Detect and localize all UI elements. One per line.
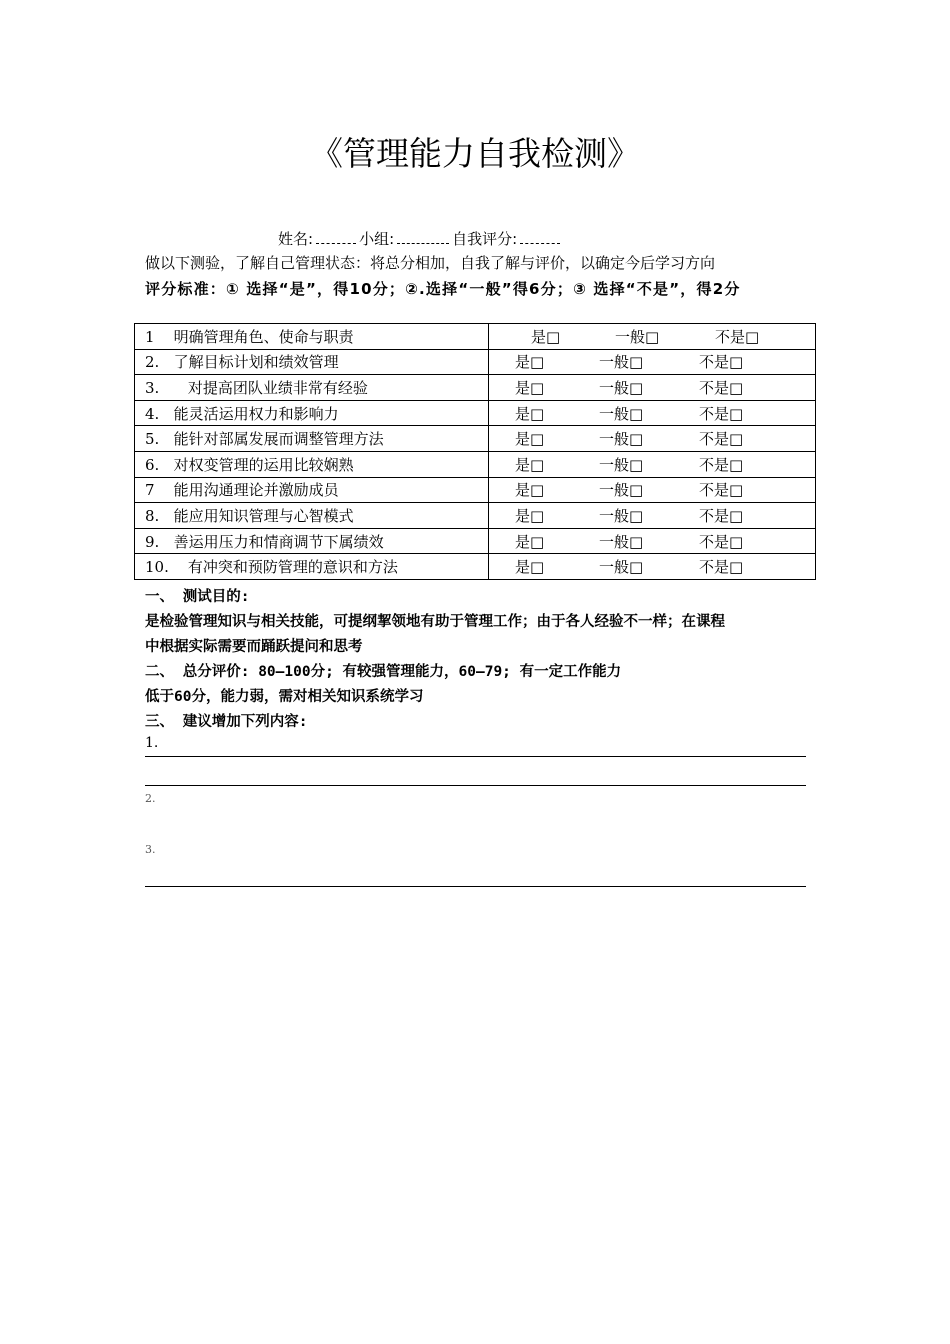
question-row (135, 375, 816, 401)
question-row (135, 426, 816, 452)
option-average[interactable]: 一般□ (599, 404, 644, 423)
question-text: 6. 对权变管理的运用比较娴熟 (135, 451, 489, 477)
section-1-body-2: 中根据实际需要而踊跃提问和思考 (145, 639, 363, 655)
answer-options (489, 375, 816, 401)
option-average[interactable]: 一般□ (599, 532, 644, 551)
name-blank[interactable] (316, 232, 356, 244)
answer-options (489, 477, 816, 503)
option-no[interactable]: 不是□ (699, 558, 744, 577)
option-yes[interactable]: 是□ (515, 506, 545, 525)
item-number-1: 1. (145, 735, 159, 751)
group-blank[interactable] (397, 232, 449, 244)
question-row (135, 349, 816, 375)
name-label: 姓名: (278, 230, 314, 248)
option-average[interactable]: 一般□ (599, 430, 644, 449)
option-no[interactable]: 不是□ (699, 481, 744, 500)
option-average[interactable]: 一般□ (599, 353, 644, 372)
question-text: 9. 善运用压力和情商调节下属绩效 (135, 528, 489, 554)
option-average[interactable]: 一般□ (599, 506, 644, 525)
question-row (135, 324, 816, 350)
option-no[interactable]: 不是□ (699, 430, 744, 449)
option-yes[interactable]: 是□ (515, 481, 545, 500)
question-text: 10. 有冲突和预防管理的意识和方法 (135, 554, 489, 580)
answer-options (489, 451, 816, 477)
option-yes[interactable]: 是□ (515, 455, 545, 474)
option-no[interactable]: 不是□ (699, 455, 744, 474)
info-line (278, 228, 563, 249)
intro-text: 做以下测验，了解自己管理状态：将总分相加，自我了解与评价，以确定今后学习方向 (145, 254, 716, 272)
option-yes[interactable]: 是□ (515, 532, 545, 551)
question-row (135, 400, 816, 426)
question-table (134, 323, 816, 580)
option-average[interactable]: 一般□ (599, 558, 644, 577)
question-text: 2. 了解目标计划和绩效管理 (135, 349, 489, 375)
option-no[interactable]: 不是□ (699, 353, 744, 372)
question-row (135, 477, 816, 503)
question-text: 5. 能针对部属发展而调整管理方法 (135, 426, 489, 452)
option-average[interactable]: 一般□ (599, 378, 644, 397)
question-text: 3. 对提高团队业绩非常有经验 (135, 375, 489, 401)
option-no[interactable]: 不是□ (715, 327, 760, 346)
question-text: 8. 能应用知识管理与心智模式 (135, 503, 489, 529)
answer-options (489, 503, 816, 529)
section-2-heading: 二、 总分评价: 80—100分; 有较强管理能力，60—79; 有一定工作能力 (145, 664, 622, 680)
item-number-2: 2. (145, 792, 156, 805)
write-line-3[interactable] (145, 886, 806, 887)
item-number-3: 3. (145, 843, 156, 856)
option-yes[interactable]: 是□ (515, 404, 545, 423)
answer-options (489, 528, 816, 554)
question-row (135, 451, 816, 477)
question-row (135, 528, 816, 554)
question-row (135, 503, 816, 529)
question-text: 1 明确管理角色、使命与职责 (135, 324, 489, 350)
self-score-label: 自我评分: (452, 230, 518, 248)
answer-options (489, 324, 816, 350)
answer-options (489, 554, 816, 580)
option-no[interactable]: 不是□ (699, 506, 744, 525)
option-yes[interactable]: 是□ (531, 327, 561, 346)
option-no[interactable]: 不是□ (699, 378, 744, 397)
option-yes[interactable]: 是□ (515, 558, 545, 577)
scoring-criteria: 评分标准：① 选择“是”，得10分；②.选择“一般”得6分；③ 选择“不是”，得2分 (145, 280, 741, 298)
section-2-body: 低于60分，能力弱，需对相关知识系统学习 (145, 689, 424, 705)
option-yes[interactable]: 是□ (515, 378, 545, 397)
section-1-body-1: 是检验管理知识与相关技能，可提纲挈领地有助于管理工作；由于各人经验不一样；在课程 (145, 614, 725, 630)
write-line-2[interactable] (145, 785, 806, 786)
option-yes[interactable]: 是□ (515, 430, 545, 449)
option-average[interactable]: 一般□ (615, 327, 660, 346)
option-average[interactable]: 一般□ (599, 455, 644, 474)
option-no[interactable]: 不是□ (699, 532, 744, 551)
section-3-heading: 三、 建议增加下列内容: (145, 714, 308, 730)
section-1-heading: 一、 测试目的: (145, 589, 250, 605)
page-title: 《管理能力自我检测》 (310, 134, 640, 173)
question-text: 4. 能灵活运用权力和影响力 (135, 400, 489, 426)
write-line-1[interactable] (145, 756, 806, 757)
question-text: 7 能用沟通理论并激励成员 (135, 477, 489, 503)
question-row (135, 554, 816, 580)
answer-options (489, 400, 816, 426)
option-average[interactable]: 一般□ (599, 481, 644, 500)
answer-options (489, 349, 816, 375)
option-yes[interactable]: 是□ (515, 353, 545, 372)
answer-options (489, 426, 816, 452)
group-label: 小组: (359, 230, 395, 248)
option-no[interactable]: 不是□ (699, 404, 744, 423)
score-blank[interactable] (520, 232, 560, 244)
